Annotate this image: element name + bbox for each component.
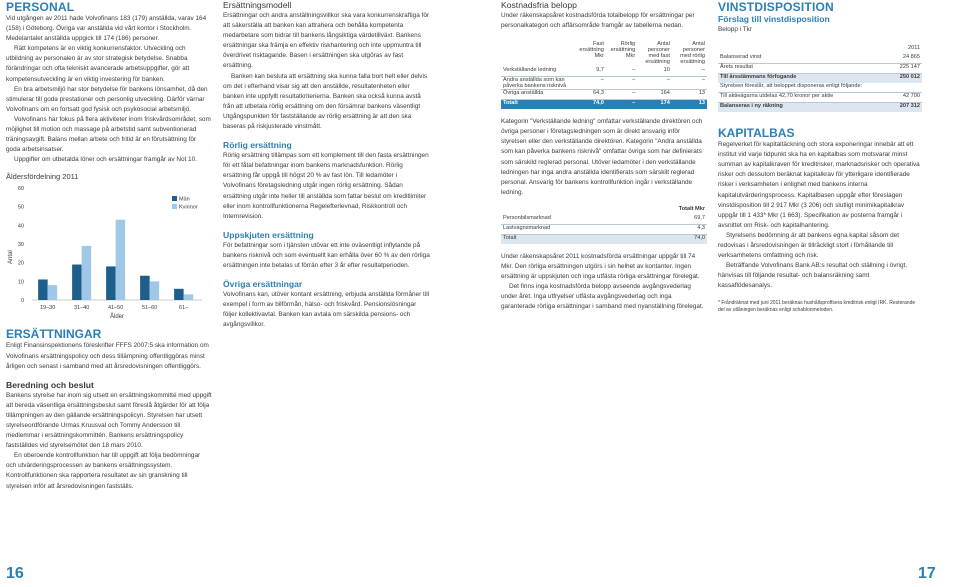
beredning-title: Beredning och beslut [6, 379, 94, 390]
bar-kvinnor-61– [184, 295, 194, 301]
beredning-paragraph-2: En oberoende kontrollfunktion har till uppgift att följa bedömningar och utvärderingsprocessen av bankens ersättningssystem. Kontrollfunktionen ska rapportera resultatet av sin granskning till styrelsen inför att årsredovisningen fastställs. [6, 452, 201, 490]
vinstdisposition-subtitle: Förslag till vinstdisposition [718, 14, 830, 24]
table-cell: 42 700 [887, 93, 922, 103]
personal-title: PERSONAL [6, 0, 75, 14]
table-cell: 164 [637, 90, 672, 100]
age-chart-svg [6, 182, 212, 322]
x-axis-label: Ålder [109, 314, 125, 321]
ersattningar-title: ERSÄTTNINGAR [6, 327, 102, 342]
bar-kvinnor-41–50 [116, 220, 126, 300]
header-cell: Antal personer med rörlig ersättning [680, 41, 705, 66]
table-row [718, 74, 922, 84]
table-cell: 10 [637, 67, 672, 77]
table-cell: Balanseras i ny räkning [718, 103, 887, 113]
table-row [501, 215, 707, 225]
table-cell: Årets resultat [718, 64, 887, 74]
table-cell: Styrelsen föreslår, att beloppet disponeras enligt följande: [718, 83, 922, 93]
ersattningsmodell-title: Ersättningsmodell [223, 0, 292, 10]
table-cell: 24 865 [887, 54, 922, 64]
header-cell: Fast ersättning Mkr [579, 41, 604, 60]
legend-label-män: Män [179, 196, 190, 203]
bar-män-19–30 [38, 280, 48, 301]
table-cell: 225 147 [887, 64, 922, 74]
vinst-table [718, 45, 922, 112]
table-cell: – [672, 77, 707, 90]
beredning-paragraph-1: Bankens styrelse har inom sig utsett en ersättningskommitté med uppgift att bereda väsentliga ersättningsbeslut samt föreslå åtgärder för att följa tillämpningen av den gällande ersättningspolicyn. Styrelsen har utsett styrelseordförande Urmas Kruusval och Tommy Andersson till medlemmar i ersättningskommittén. Bankens ersättningspolicy fastställdes vid styrelsemötet den 18 mars 2010. [6, 391, 212, 450]
unit-label: Belopp i Tkr [718, 26, 752, 33]
rorlig-title: Rörlig ersättning [223, 140, 292, 151]
table-row [501, 77, 707, 90]
compensation-table [501, 41, 707, 109]
uppskjuten-text: För befattningar som i tjänsten utövar ett inte oväsentligt inflytande på bankens risknivå och som eventuellt kan erhålla över 60 % av den rörliga ersättningen inte betalas ut förrän efter 3 år efter resultatperioden. [223, 241, 430, 269]
table-cell: – [606, 77, 637, 90]
table-cell: 13 [672, 90, 707, 100]
legend-label-kvinnor: Kvinnor [179, 204, 198, 211]
intro-paragraph-2: Rätt kompetens är en viktig konkurrensfaktor. Utveckling och utbildning av personalen är av stor strategisk betydelse. Snabba förändringar och ofta tekniskt avancerade arbetsuppgifter, gör att kompetensutveckling är en viktig investering för banken. [6, 45, 190, 83]
table-row [718, 83, 922, 93]
ersattningar-text: Enligt Finansinspektionens föreskrifter FFFS 2007:5 ska information om Volvofinans ersättningspolicy och dess tillämpning offentliggöras minst årligen och senast i samband med att årsredovisningen offentliggörs. [6, 342, 209, 370]
table-cell: – [637, 77, 672, 90]
table-cell: Lastvagnsmarknad [501, 224, 645, 234]
table-cell: 13 [672, 100, 707, 110]
x-tick-label: 61– [179, 305, 189, 312]
table-cell: 9,7 [575, 67, 606, 77]
bottom-paragraph-1: Under räkenskapsåret 2011 kostnadsförda ersättningar uppgår till 74 Mkr. Den rörliga ersättningen utgörs i sin helhet av kontanter. Ingen ersättning är uppskjuten och inga utfästa rörliga ersättningar förelegat. [501, 252, 700, 281]
intro-paragraph-4: Volvofinans har fokus på flera aktiviteter inom friskvårdsområdet, som möjlighet till motion och massage på arbetstid samt subventionerad träningsavgift. Balans mellan arbete och fritid är en förutsättning för goda arbetsinsatser. [6, 115, 211, 154]
left-column [6, 0, 212, 492]
bar-kvinnor-19–30 [48, 285, 58, 300]
chart-title: Åldersfördelning 2011 [6, 172, 79, 182]
intro-paragraph-1: Vid utgången av 2011 hade Volvofinans 183 (179) anställda, varav 164 (158) i Göteborg. Övriga var anställda vid vårt kontor i Stockholm. Medelantalet anställda uppgick till 174 (186) personer. [6, 15, 207, 43]
middle-column [223, 0, 431, 330]
uppskjuten-title: Uppskjuten ersättning [223, 229, 314, 240]
table-total-row [501, 100, 707, 110]
table-cell: Totalt [501, 100, 575, 110]
kapitalbas-title: KAPITALBAS [718, 126, 795, 141]
y-tick-label: 40 [17, 223, 24, 230]
y-tick-label: 10 [17, 279, 24, 286]
category-text: Kategorin "Verkställande ledning" omfattar verkställande direktören och övriga personer i företagsledningen som är direkt ansvarig inför styrelsen eller den verkställande direktören. Kategorin "Andra anställda som kan påverka bankens risknivå" omfattar övriga som har definierats som särskild reglerad personal. Utöver ledamöter i den verkställande ledningen har inga andra anställda identifierats som särskilt reglerad personal. Ansvarig för bankens kontrollfunktion ingår i verkställande ledning. [501, 118, 703, 196]
legend-swatch-kvinnor [172, 204, 177, 209]
compensation-table-header [501, 41, 707, 67]
table-cell: Till årsstämmans förfogande [718, 74, 887, 84]
header-cell: Totalt Mkr [678, 205, 705, 212]
intro-paragraph-5: Uppgifter om utbetalda löner och ersättningar framgår av Not 10. [14, 156, 197, 164]
ovriga-title: Övriga ersättningar [223, 279, 303, 290]
table-cell: Till aktieägarna utdelas 42,70 kronor per aktie [718, 93, 887, 103]
rorlig-text: Rörlig ersättning tillämpas som ett komplement till den fasta ersättningen för ett fåtal befattningar inom bankens marknadsfunktion. Rörlig ersättning får uppgå till högst 20 % av fast lön. Till ledamöter i Volvofinans företagsledning utgår ingen rörlig ersättning. Sådan ersättning utgår inte heller till anställda som fattar beslut om kreditlimiter eller inom kontrollfunktionerna Regelefterlevnad, Riskkontroll och Internrevision. [223, 152, 429, 220]
table-row [718, 54, 922, 64]
x-tick-label: 19–30 [39, 305, 56, 312]
y-tick-label: 60 [17, 186, 24, 193]
table-cell: – [606, 100, 637, 110]
kostnadsfria-title: Kostnadsfria belopp [501, 0, 577, 10]
y-tick-label: 0 [20, 298, 24, 305]
table-row [501, 90, 707, 100]
page-number-right: 17 [918, 565, 936, 582]
header-cell: Rörlig ersättning Mkr [610, 41, 636, 60]
y-tick-label: 50 [17, 205, 24, 212]
table-cell: – [672, 67, 707, 77]
header-cell [501, 41, 575, 67]
table-cell: 74,0 [575, 100, 606, 110]
table-cell: 250 012 [887, 74, 922, 84]
y-axis-label: Antal [8, 250, 14, 265]
table-cell: 174 [637, 100, 672, 110]
table-cell: Övriga anställda [501, 90, 575, 100]
year-cell: 2011 [907, 45, 920, 52]
page-number-left: 16 [6, 565, 24, 582]
table-cell: 74,0 [645, 234, 707, 244]
kapitalbas-paragraph-1: Regelverket för kapitaltäckning och stora exponeringar innebär att ett institut vid varje tidpunkt ska ha en kapitalbas som motsvarar minst summan av kapitalkraven för kreditrisker, marknadsrisker och operativa risker och dessutom beräknat kapitalkrav för ytterligare identifierade risker i verksamheten i enlighet med bankens interna kapitalutvärderingsprocess. Kapitalbasen uppgår efter föreslagen vinstdisposition till 2 917 Mkr (3 206) och slutligt minimikapitalkrav uppgår till 1 433* Mkr (1 663). Specifikation av posterna framgår i avsnittet om Risk- och kapitalhantering. [718, 141, 920, 229]
table-cell: 207 312 [887, 103, 922, 113]
market-table [501, 206, 707, 244]
ersattningsmodell-paragraph-2: Banken kan besluta att ersättning ska kunna falla bort helt eller delvis om det i efterhand visar sig att den anställde, resultatenheten eller banken inte uppfyllt resultatkriterierna. Banken ska också kunna avstå från att utbetala rörlig ersättning om den försämrar bankens väsentligt Utgångspunkten för fastställande av rörlig ersättning är att den ska baseras på riskjusterade vinstmått. [223, 72, 428, 131]
bar-kvinnor-31–40 [82, 246, 92, 300]
table-cell: 4,3 [645, 224, 707, 234]
bar-män-41–50 [106, 267, 116, 301]
table-cell: Personbilsmarknad [501, 215, 645, 225]
ersattningsmodell-paragraph-1: Ersättningar och andra anställningsvillkor ska vara konkurrenskraftiga för att säkerställa att banken kan attrahera och behålla kompetenta medarbetare som bidrar till bankens långsiktiga värdetillväxt. Bankens ersättningar ska främja en effektiv riskhantering och inte uppmuntra till överdrivet risktagande. Basen i ersättningen ska utgöras av fast ersättning. [223, 12, 430, 70]
table-row [718, 103, 922, 113]
x-tick-label: 51–60 [141, 305, 158, 312]
table-cell: 69,7 [645, 215, 707, 225]
kapitalbas-paragraph-2: Styrelsens bedömning är att bankens egna kapital såsom det redovisas i årsredovisningen är tillräckligt stort i förhållande till verksamhetens omfattning och risk. [718, 231, 900, 260]
right-column [501, 0, 707, 313]
age-chart [6, 171, 212, 327]
table-cell: Totalt [501, 234, 645, 244]
y-tick-label: 30 [17, 242, 24, 249]
kapitalbas-paragraph-3: Beträffande Volvofinans Bank AB:s resultat och ställning i övrigt, hänvisas till följande resultat- och balansräkning samt kassaflödesanalys. [718, 262, 908, 290]
table-cell: Balanserad vinst [718, 54, 887, 64]
market-table-header [501, 206, 707, 215]
table-cell: – [575, 77, 606, 90]
bottom-paragraph-2: Det finns inga kostnadsförda belopp avseende avgångsvederlag under året. Inga utfryelser utfästa avgångsvederlag och inga garanterade rörliga ersättningar i samband med nyanställning förelegat. [501, 283, 704, 311]
legend-swatch-män [172, 196, 177, 201]
table-cell: Verkställande ledning [501, 67, 575, 77]
bar-kvinnor-51–60 [150, 282, 160, 301]
ovriga-text: Volvofinans kan, utöver kontant ersättning, erbjuda anställda förmåner till exempel i form av bilförmån, hälso- och friskvård. Pensionslösningar följer kollektivavtal. Banken kan avtala om särskilda pensions- och avgångsvillkor. [223, 291, 430, 329]
vinstdisposition-title: VINSTDISPOSITION [718, 0, 834, 14]
table-cell: – [606, 90, 637, 100]
vinst-year-row [718, 45, 922, 54]
x-tick-label: 31–40 [73, 305, 90, 312]
far-right-column [718, 0, 922, 314]
bar-män-61– [174, 289, 184, 300]
bar-män-51–60 [140, 276, 150, 300]
table-row [718, 93, 922, 103]
intro-paragraph-3: En bra arbetsmiljö har stor betydelse för bankens lönsamhet, då den stimulerar till goda prestationer och personlig utveckling. Därför värnar Volvofinans om en fortsatt god fysisk och psykosocial arbetsmiljö. [6, 85, 208, 113]
footnote: * Fråndräknat med juni 2011 beräknas hushållsproffsera kreditrisk enligt IRK. Resterande del av utlåningen beräknas enligt schablonmetoden. [718, 299, 916, 313]
y-tick-label: 20 [17, 261, 24, 268]
table-cell: – [606, 67, 637, 77]
table-row [501, 67, 707, 77]
table-row [718, 64, 922, 74]
x-tick-label: 41–50 [107, 305, 124, 312]
header-cell: Antal personer med fast ersättning [645, 41, 670, 66]
table-cell: Andra anställda som kan påverka bankens risknivå [501, 77, 575, 90]
table-cell: 64,3 [575, 90, 606, 100]
table-row [501, 224, 707, 234]
table-total-row [501, 234, 707, 244]
bar-män-31–40 [72, 265, 82, 300]
kostnadsfria-intro: Under räkenskapsåret kostnadsförda totalbelopp för ersättningar per personalkategori och affärsområde framgår av tabellerna nedan. [501, 12, 695, 30]
